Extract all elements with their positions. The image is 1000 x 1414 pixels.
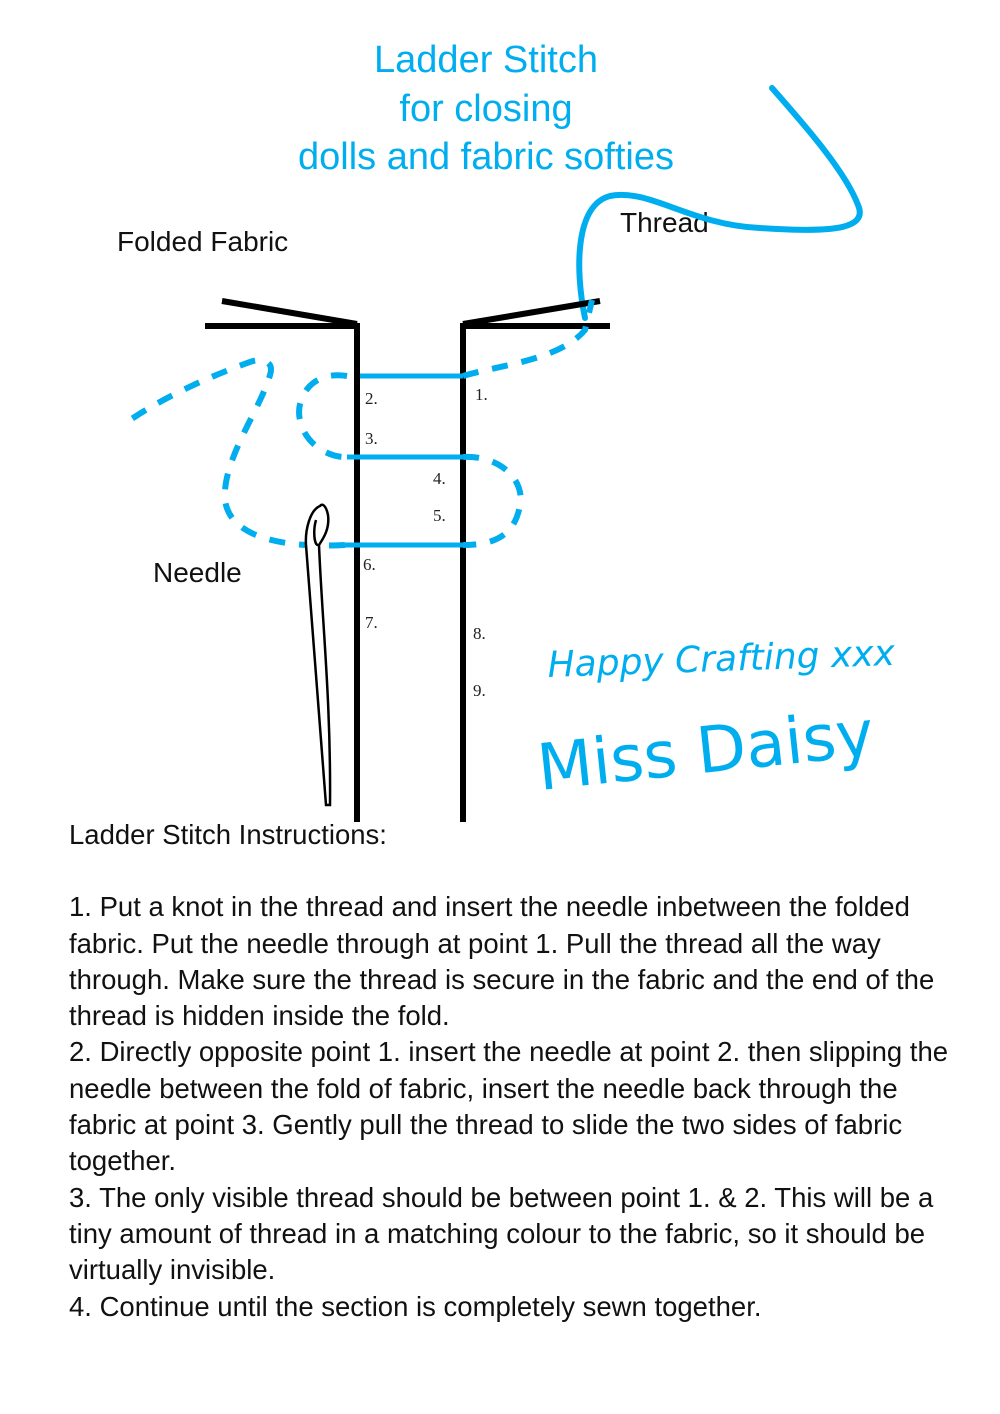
point-7: 7. bbox=[365, 613, 378, 632]
point-4: 4. bbox=[433, 469, 446, 488]
point-8: 8. bbox=[473, 624, 486, 643]
folded-fabric-label: Folded Fabric bbox=[117, 226, 289, 257]
point-6: 6. bbox=[363, 555, 376, 574]
instruction-step-1: 1. Put a knot in the thread and insert the needle inbetween the folded fabric. Put the needle through at point 1. Pull the thread all the way through. Make sure the thread is secure in the fabric and the end of the thread is hidden inside the fold. bbox=[69, 891, 935, 1032]
hidden-thread-dashed bbox=[130, 300, 592, 546]
miss-daisy-logo bbox=[534, 633, 896, 806]
instructions bbox=[69, 817, 949, 1325]
needle-icon bbox=[306, 505, 330, 805]
title-line-2: for closing bbox=[399, 87, 573, 130]
folded-fabric-left bbox=[205, 301, 357, 822]
thread-curve bbox=[579, 88, 860, 318]
instruction-step-3: 3. The only visible thread should be between point 1. & 2. This will be a tiny amount of thread in a matching colour to the fabric, so it should be virtually invisible. bbox=[69, 1181, 934, 1286]
point-5: 5. bbox=[433, 506, 446, 525]
point-9: 9. bbox=[473, 681, 486, 700]
point-2: 2. bbox=[365, 389, 378, 408]
thread-label: Thread bbox=[620, 207, 709, 238]
title-line-3: dolls and fabric softies bbox=[298, 136, 674, 178]
instruction-step-4: 4. Continue until the section is completely sewn together. bbox=[69, 1290, 762, 1322]
logo-name: Miss Daisy bbox=[533, 697, 878, 806]
title-line-1: Ladder Stitch bbox=[374, 39, 598, 81]
point-1: 1. bbox=[475, 385, 488, 404]
needle-label: Needle bbox=[153, 557, 242, 588]
logo-tagline: Happy Crafting xxx bbox=[546, 632, 896, 686]
instruction-step-2: 2. Directly opposite point 1. insert the needle at point 2. then slipping the needle between the fold of fabric, insert the needle back through the fabric at point 3. Gently pull the thread to slide the two sides of fabric together. bbox=[69, 1036, 949, 1177]
instructions-heading: Ladder Stitch Instructions: bbox=[69, 819, 387, 850]
point-3: 3. bbox=[365, 429, 378, 448]
